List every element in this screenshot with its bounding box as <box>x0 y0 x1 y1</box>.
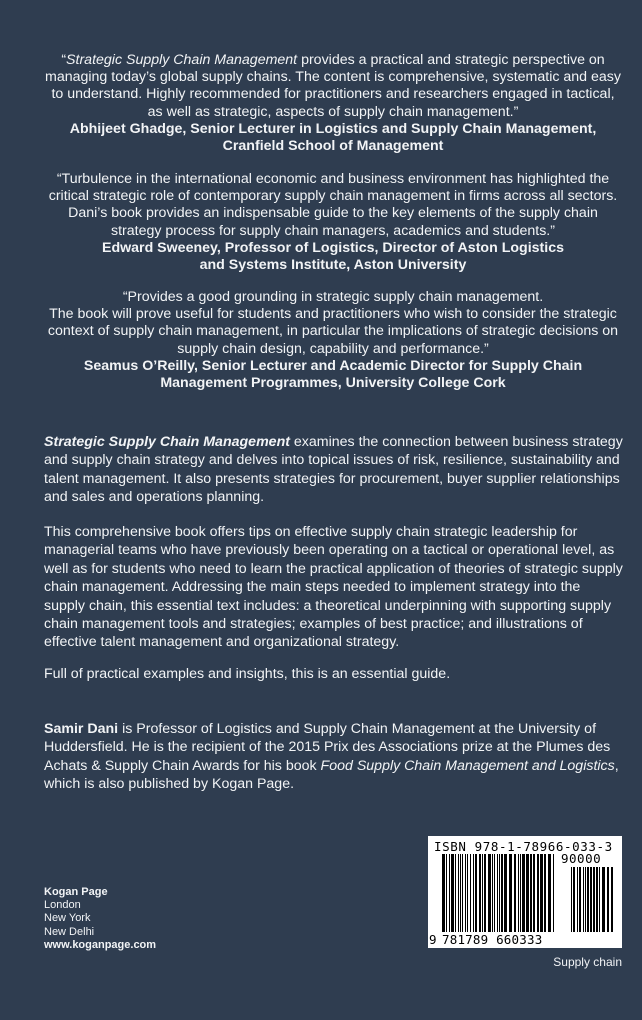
barcode-bar <box>497 854 498 940</box>
barcode-bar <box>522 854 525 932</box>
barcode-bar <box>585 867 586 932</box>
barcode-bar <box>465 854 466 932</box>
description-paragraph-3: Full of practical examples and insights, this is an essential guide. <box>44 666 451 682</box>
barcode-bar <box>611 867 613 932</box>
barcode-bar <box>526 854 529 932</box>
barcode-bar <box>607 867 609 932</box>
barcode-bar <box>509 854 512 932</box>
barcode-bar <box>482 854 483 932</box>
publisher-name: Kogan Page <box>44 886 108 898</box>
barcode-bar <box>442 854 445 940</box>
quote-attribution-affiliation: Management Programmes, University College Cork <box>160 375 506 392</box>
barcode-bar <box>520 854 521 932</box>
barcode-bar <box>573 867 575 932</box>
publisher-city: New York <box>44 912 91 925</box>
quote-text-line1: “Provides a good grounding in strategic supply chain management. <box>122 289 544 305</box>
barcode-bar <box>553 854 554 940</box>
publisher-city: New Delhi <box>44 925 95 938</box>
description-paragraph-1: Strategic Supply Chain Management examines the connection between business strategy and supply chain strategy and delves into topical issues of risk, resilience, sustainability and talent management. It also presents strategies for procurement, buyer supplier relationships and sales and operations planning. <box>44 434 623 506</box>
barcode-bar <box>544 854 546 932</box>
barcode-bar <box>479 854 481 932</box>
quote-attribution: Edward Sweeney, Professor of Logistics, Director of Aston Logistics <box>102 239 564 256</box>
description-paragraph-2: This comprehensive book offers tips on effective supply chain strategic leadership for managerial teams who have previously been operating on a tactical or operational level, as well as for students who need to learn the practical application of theories of strategic supply chain management. Addressing the main steps needed to implement strategy into the supply chain, this essential text includes: a theoretical underpinning with supporting supply chain management tools and strategies; examples of best practice; and illustrations of effective talent management and organizational strategy. <box>44 524 623 651</box>
barcode-bar <box>458 854 459 932</box>
quote-text: “Turbulence in the international economic and business environment has highlighted the critical strategic role of contemporary supply chain management in firms across all sectors. Dani’s book provides an indispensable guide to the key elements of the supply chain strategy process for supply chain managers, academics and students.” <box>48 171 618 239</box>
publisher-block <box>44 886 156 952</box>
barcode-bar <box>451 854 454 932</box>
barcode-bar <box>540 854 543 932</box>
addon-barcode-bars <box>561 867 617 940</box>
barcode-bar <box>504 854 507 932</box>
price-code: 90000 <box>561 851 602 866</box>
publisher-url: www.koganpage.com <box>44 938 157 951</box>
barcode-bar <box>571 867 572 932</box>
book-title: Strategic Supply Chain Management <box>44 434 290 450</box>
barcode-bar <box>470 854 471 932</box>
quote-attribution-affiliation: and Systems Institute, Aston University <box>199 257 467 274</box>
publisher-city: London <box>44 899 81 912</box>
author-book-title: Food Supply Chain Management and Logistics <box>320 757 615 774</box>
quote-text: The book will prove useful for students and practitioners who wish to consider the strategic context of supply chain management, in particular the implications of strategic decisions on supply chain design, capability and performance.” <box>47 306 619 357</box>
barcode-bar <box>473 854 474 932</box>
barcode-bar <box>449 854 450 932</box>
quote-attribution: Seamus O’Reilly, Senior Lecturer and Academic Director for Supply Chain <box>83 357 583 374</box>
barcode-bar <box>590 867 592 932</box>
ean-leading-digit: 9 <box>429 932 437 947</box>
ean-barcode-bars <box>432 854 560 940</box>
barcode-bar <box>475 854 477 932</box>
barcode-bar <box>548 854 551 932</box>
book-title: Strategic Supply Chain Management <box>66 52 298 68</box>
barcode-bar <box>494 854 495 940</box>
barcode-bar <box>583 867 584 932</box>
barcode-bar <box>462 854 463 932</box>
barcode-bar <box>467 854 468 932</box>
barcode-bar <box>530 854 532 932</box>
barcode-bar <box>587 867 589 932</box>
barcode-bar <box>537 854 539 932</box>
barcode-bar <box>518 854 519 932</box>
barcode-bar <box>499 854 500 932</box>
isbn-barcode <box>428 836 622 948</box>
barcode-bar <box>577 867 578 932</box>
barcode-bar <box>501 854 503 932</box>
barcode-bar <box>446 854 447 932</box>
quote-attribution: Abhijeet Ghadge, Senior Lecturer in Logistics and Supply Chain Management, <box>69 120 597 137</box>
barcode-bar <box>596 867 598 932</box>
barcode-bar <box>599 867 600 932</box>
review-quote-3 <box>44 289 622 392</box>
author-name: Samir Dani <box>44 721 119 737</box>
category-label: Supply chain <box>553 955 622 969</box>
barcode-bar <box>492 854 493 932</box>
quote-attribution-affiliation: Cranfield School of Management <box>222 138 444 155</box>
barcode-bar <box>455 854 456 932</box>
barcode-bar <box>488 854 491 932</box>
review-quote-1 <box>44 52 622 155</box>
quote-text: “Strategic Supply Chain Management provides a practical and strategic perspective on managing today’s global supply chains. The content is comprehensive, systematic and easy to understand. Highly recommended for practitioners and researchers engaged in tactical, as well as strategic, aspects of supply chain management.” <box>45 52 621 120</box>
review-quote-2 <box>44 171 622 274</box>
barcode-bar <box>514 854 516 932</box>
barcode-bar <box>593 867 595 932</box>
barcode-bar <box>484 854 486 932</box>
ean-digits: 781789 660333 <box>442 932 554 947</box>
barcode-bar <box>579 867 581 932</box>
isbn-number: ISBN 978-1-78966-033-3 <box>434 839 613 854</box>
barcode-bar <box>460 854 461 932</box>
author-bio: Samir Dani is Professor of Logistics and Supply Chain Management at the University of Huddersfield. He is the recipient of the 2015 Prix des Associations prize at the Plumes des Achats & Supply Chain Awards for his book Food Supply Chain Management and Logistics, which is also published by Kogan Page. <box>44 721 619 793</box>
barcode-bar <box>602 867 605 932</box>
barcode-bar <box>533 854 535 932</box>
